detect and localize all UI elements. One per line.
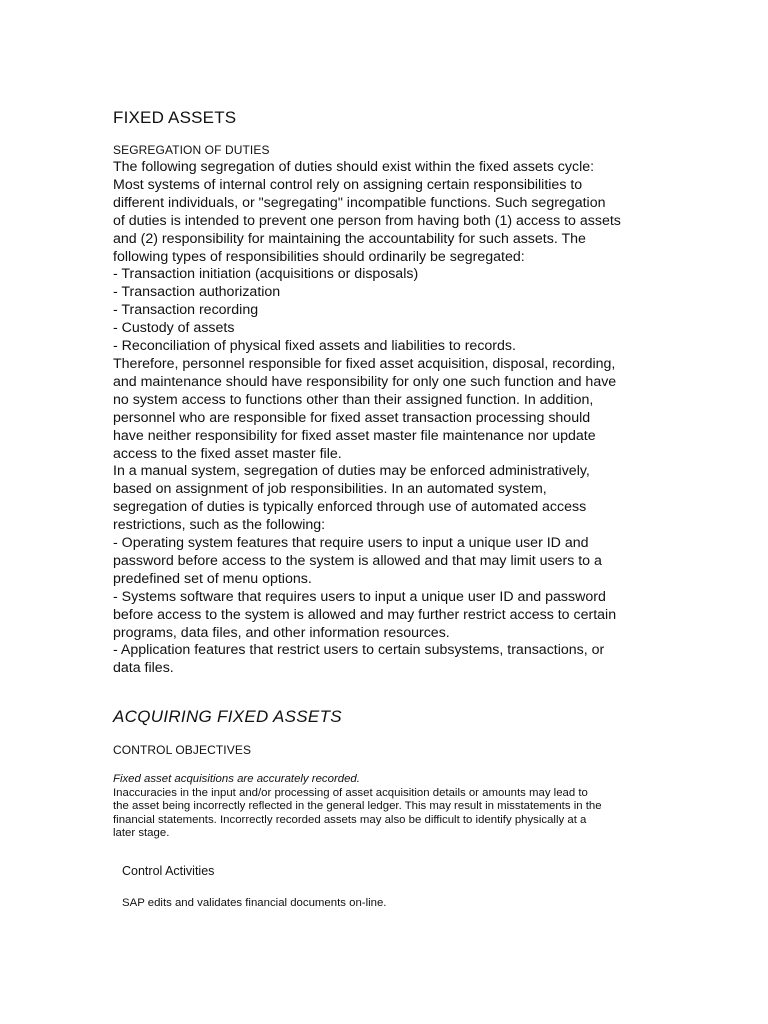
objective-text-line: financial statements. Incorrectly recorded assets may also be difficult to identify physically at a bbox=[113, 813, 587, 826]
objective-text-line: Inaccuracies in the input and/or processing of asset acquisition details or amounts may lead to bbox=[113, 786, 588, 799]
control-objective-block bbox=[113, 773, 673, 841]
body-text-line: different individuals, or "segregating" incompatible functions. Such segregation bbox=[113, 194, 606, 211]
body-text-line: segregation of duties is typically enforced through use of automated access bbox=[113, 499, 587, 516]
body-text-line: Therefore, personnel responsible for fixed asset acquisition, disposal, recording, bbox=[113, 355, 616, 372]
body-text-line: have neither responsibility for fixed asset master file maintenance nor update bbox=[113, 427, 596, 444]
body-text-line: - Systems software that requires users to input a unique user ID and password bbox=[113, 588, 606, 605]
body-text-line: - Transaction initiation (acquisitions or disposals) bbox=[113, 266, 419, 283]
body-text-line: before access to the system is allowed and may further restrict access to certain bbox=[113, 606, 617, 623]
body-text-line: data files. bbox=[113, 660, 174, 677]
body-text-line: In a manual system, segregation of duties may be enforced administratively, bbox=[113, 463, 590, 480]
control-activities-label: Control Activities bbox=[122, 864, 215, 878]
body-text-line: - Reconciliation of physical fixed assets and liabilities to records. bbox=[113, 338, 516, 355]
objective-text-line: the asset being incorrectly reflected in the general ledger. This may result in misstatements in the bbox=[113, 800, 602, 812]
subheading-control-objectives: CONTROL OBJECTIVES bbox=[113, 743, 252, 757]
body-text-line: of duties is intended to prevent one person from having both (1) access to assets bbox=[113, 212, 621, 229]
objective-text-line: later stage. bbox=[113, 827, 170, 839]
body-text-line: - Transaction authorization bbox=[113, 284, 281, 301]
body-text-line: password before access to the system is allowed and that may limit users to a bbox=[113, 552, 602, 569]
body-text-line: - Custody of assets bbox=[113, 320, 235, 337]
body-text-line: The following segregation of duties should exist within the fixed assets cycle: bbox=[113, 159, 595, 175]
control-activity-text: SAP edits and validates financial documents on-line. bbox=[122, 897, 387, 909]
body-text-line: - Transaction recording bbox=[113, 302, 259, 319]
body-text-line: personnel who are responsible for fixed asset transaction processing should bbox=[113, 409, 591, 426]
body-text-line: programs, data files, and other information resources. bbox=[113, 624, 450, 641]
body-text-line: and (2) responsibility for maintaining the accountability for such assets. The bbox=[113, 230, 586, 247]
body-text-line: based on assignment of job responsibilities. In an automated system, bbox=[113, 481, 547, 498]
body-text-line: predefined set of menu options. bbox=[113, 570, 312, 587]
body-text-line: following types of responsibilities should ordinarily be segregated: bbox=[113, 248, 525, 265]
body-text-line: Most systems of internal control rely on assigning certain responsibilities to bbox=[113, 176, 583, 193]
subheading-segregation-of-duties: SEGREGATION OF DUTIES bbox=[113, 143, 270, 157]
body-text-line: and maintenance should have responsibility for only one such function and have bbox=[113, 373, 617, 390]
segregation-body-text bbox=[113, 159, 673, 678]
body-text-line: - Operating system features that require users to input a unique user ID and bbox=[113, 535, 589, 552]
control-objective-title: Fixed asset acquisitions are accurately recorded. bbox=[113, 773, 360, 785]
body-text-line: access to the fixed asset master file. bbox=[113, 445, 342, 462]
section-heading-acquiring-fixed-assets: ACQUIRING FIXED ASSETS bbox=[113, 707, 342, 726]
body-text-line: - Application features that restrict users to certain subsystems, transactions, or bbox=[113, 642, 605, 659]
section-heading-fixed-assets: FIXED ASSETS bbox=[113, 108, 237, 127]
body-text-line: no system access to functions other than their assigned function. In addition, bbox=[113, 391, 594, 408]
body-text-line: restrictions, such as the following: bbox=[113, 517, 326, 534]
